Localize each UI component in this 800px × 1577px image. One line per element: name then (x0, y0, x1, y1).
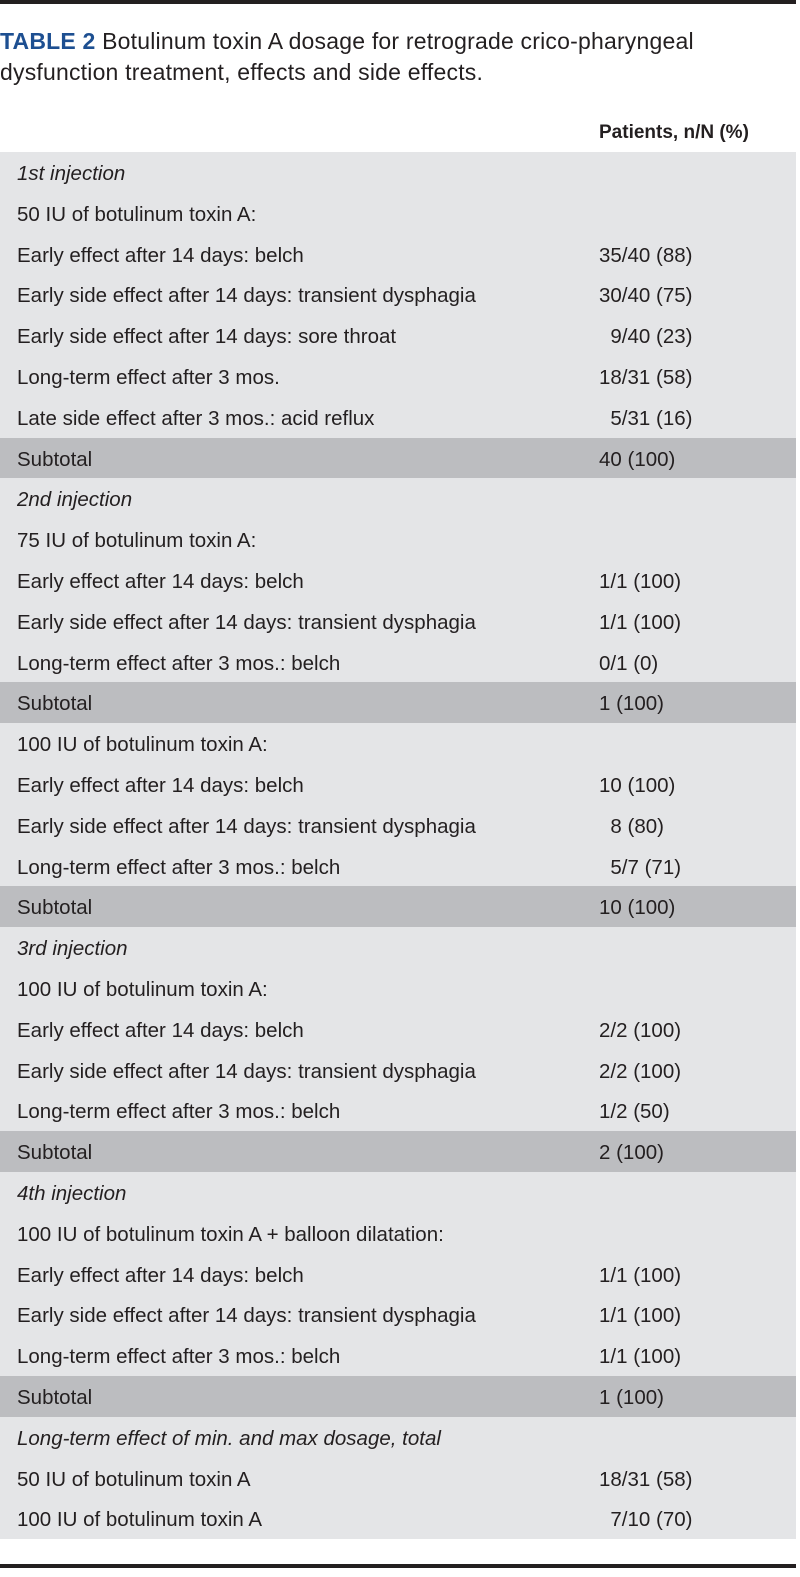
row-label: Subtotal (17, 896, 93, 920)
table-row (0, 1458, 796, 1499)
row-value: 7/10 (70) (599, 1508, 693, 1532)
row-label: Long-term effect after 3 mos.: belch (17, 651, 341, 675)
row-value: 5/7 (71) (599, 855, 682, 879)
row-value: 1 (100) (599, 692, 664, 716)
table-caption (0, 26, 790, 88)
row-label: Early side effect after 14 days: transient dysphagia (17, 1059, 476, 1083)
row-label: 50 IU of botulinum toxin A (17, 1467, 251, 1491)
row-value: 1/1 (100) (599, 569, 682, 593)
table-row (0, 1335, 796, 1376)
row-label: 4th injection (17, 1181, 127, 1205)
row-label: Early effect after 14 days: belch (17, 1263, 304, 1287)
row-label: 100 IU of botulinum toxin A (17, 1508, 263, 1532)
table-row (0, 642, 796, 683)
table-row (0, 601, 796, 642)
table-row (0, 764, 796, 805)
bottom-rule (0, 1564, 796, 1568)
row-value: 1/1 (100) (599, 1263, 682, 1287)
table-row (0, 805, 796, 846)
column-header-row (0, 116, 796, 152)
subtotal-row (0, 886, 796, 927)
caption-text: Botulinum toxin A dosage for retrograde crico-pharyngeal dysfunction treatment, effects and side effects. (0, 28, 694, 85)
row-label: 1st injection (17, 162, 126, 185)
row-label: Early side effect after 14 days: transient dysphagia (17, 610, 476, 634)
subtotal-row (0, 1376, 796, 1417)
row-value: 8 (80) (599, 814, 664, 838)
row-label: Early side effect after 14 days: transient dysphagia (17, 1304, 476, 1328)
section-heading-row (0, 927, 796, 968)
row-label: 2nd injection (17, 488, 133, 512)
row-value: 30/40 (75) (599, 284, 693, 308)
table-row (0, 968, 796, 1009)
row-label: 3rd injection (17, 937, 128, 961)
row-label: Long-term effect after 3 mos.: belch (17, 1345, 341, 1369)
table-row (0, 274, 796, 315)
row-value: 2/2 (100) (599, 1018, 682, 1042)
row-value: 40 (100) (599, 447, 676, 471)
row-label: 50 IU of botulinum toxin A: (17, 202, 257, 226)
table-row (0, 1213, 796, 1254)
table-row (0, 1009, 796, 1050)
table-row (0, 1498, 796, 1539)
row-value: 2 (100) (599, 1141, 664, 1165)
table-row (0, 397, 796, 438)
row-value: 10 (100) (599, 773, 676, 797)
subtotal-row (0, 1131, 796, 1172)
row-label: 75 IU of botulinum toxin A: (17, 529, 257, 553)
section-heading-row (0, 478, 796, 519)
table-label: TABLE 2 (0, 28, 96, 54)
table-row (0, 1294, 796, 1335)
top-rule (0, 0, 796, 4)
row-value: 0/1 (0) (599, 651, 659, 675)
row-label: Subtotal (17, 1141, 93, 1165)
row-label: Subtotal (17, 692, 93, 716)
row-label: Subtotal (17, 1385, 93, 1409)
section-heading-row (0, 152, 796, 193)
section-heading-row (0, 1172, 796, 1213)
row-label: Subtotal (17, 447, 93, 471)
column-header-patients: Patients, n/N (%) (599, 122, 749, 143)
table-row (0, 356, 796, 397)
row-label: Early effect after 14 days: belch (17, 773, 304, 797)
row-label: Long-term effect of min. and max dosage, total (17, 1426, 441, 1450)
table-row (0, 519, 796, 560)
subtotal-row (0, 682, 796, 723)
row-label: Long-term effect after 3 mos. (17, 365, 280, 389)
row-label: Early effect after 14 days: belch (17, 1018, 304, 1042)
table-row (0, 193, 796, 234)
table-row (0, 1090, 796, 1131)
section-heading-row (0, 1417, 796, 1458)
table-row (0, 846, 796, 887)
table-row (0, 560, 796, 601)
row-label: Early side effect after 14 days: transient dysphagia (17, 284, 476, 308)
row-label: 100 IU of botulinum toxin A + balloon dilatation: (17, 1222, 444, 1246)
row-value: 1/2 (50) (599, 1100, 670, 1124)
row-label: Early side effect after 14 days: transient dysphagia (17, 814, 476, 838)
row-label: Long-term effect after 3 mos.: belch (17, 855, 341, 879)
table-row (0, 723, 796, 764)
table-row (0, 1050, 796, 1091)
row-label: Long-term effect after 3 mos.: belch (17, 1100, 341, 1124)
row-label: Late side effect after 3 mos.: acid reflux (17, 406, 375, 430)
data-table (0, 152, 796, 1539)
row-label: Early effect after 14 days: belch (17, 243, 304, 267)
row-value: 18/31 (58) (599, 1467, 693, 1491)
row-value: 18/31 (58) (599, 365, 693, 389)
row-value: 9/40 (23) (599, 325, 693, 349)
table-row (0, 315, 796, 356)
table-row (0, 1254, 796, 1295)
row-value: 35/40 (88) (599, 243, 693, 267)
subtotal-row (0, 438, 796, 479)
row-value: 1/1 (100) (599, 610, 682, 634)
row-label: Early effect after 14 days: belch (17, 569, 304, 593)
table-row (0, 234, 796, 275)
row-label: 100 IU of botulinum toxin A: (17, 977, 268, 1001)
row-value: 5/31 (16) (599, 406, 693, 430)
row-label: Early side effect after 14 days: sore throat (17, 325, 397, 349)
row-value: 2/2 (100) (599, 1059, 682, 1083)
row-value: 1/1 (100) (599, 1304, 682, 1328)
row-value: 1 (100) (599, 1385, 664, 1409)
row-label: 100 IU of botulinum toxin A: (17, 733, 268, 757)
row-value: 10 (100) (599, 896, 676, 920)
row-value: 1/1 (100) (599, 1345, 682, 1369)
